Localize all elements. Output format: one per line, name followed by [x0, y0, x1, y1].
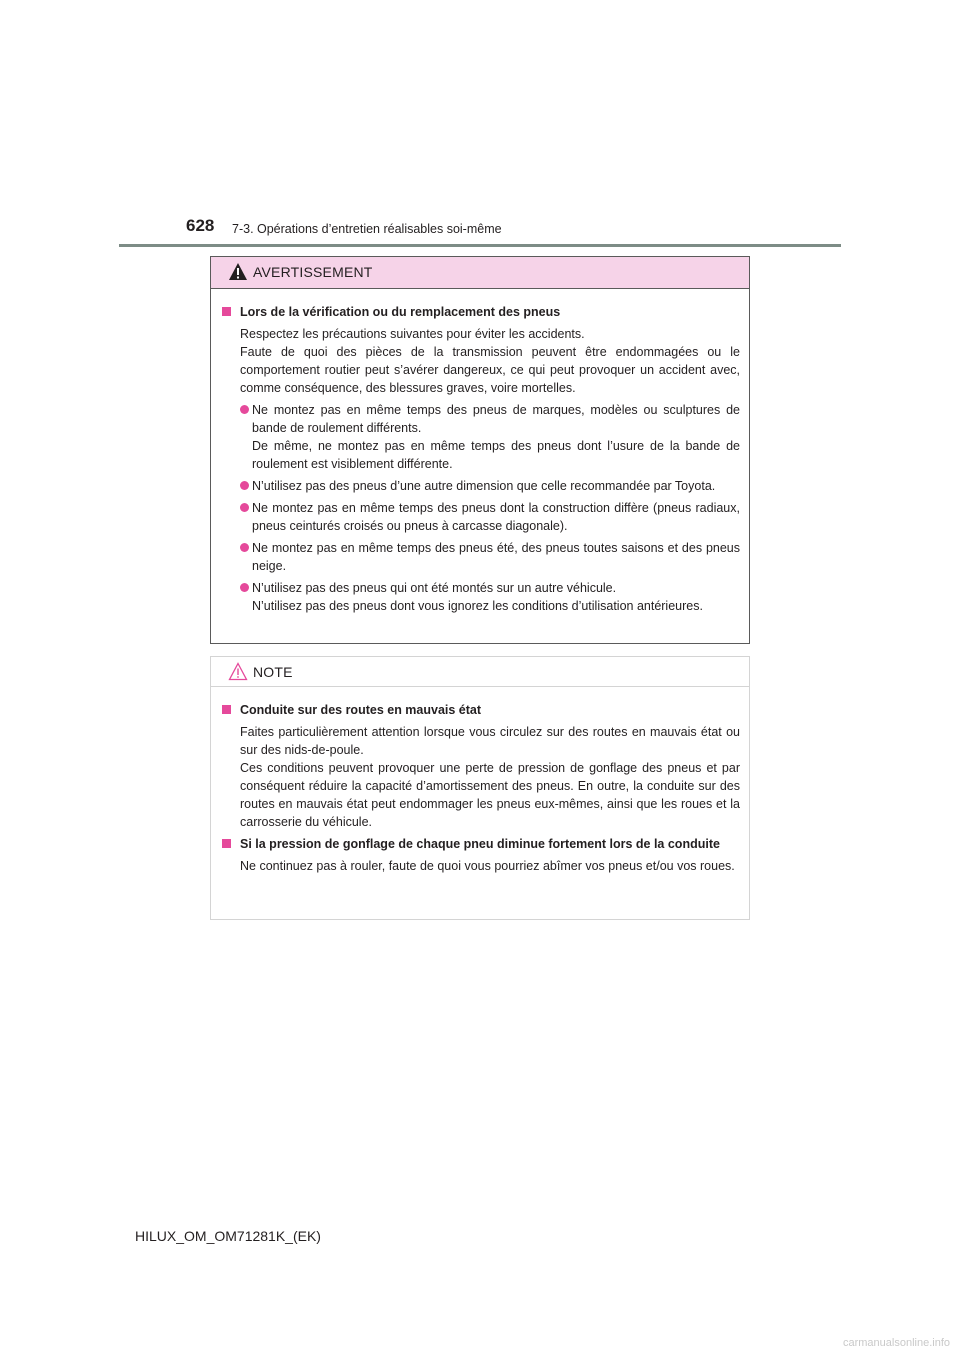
circle-bullet-icon: [240, 543, 249, 552]
square-bullet-icon: [222, 839, 231, 848]
warning-intro-line: Faute de quoi des pièces de la transmission peuvent être endommagées ou le comportement routier peut s’avérer dangereux, ce qui peut provoquer un accident avec, comme conséquence, des blessures graves, voire mortelles.: [240, 345, 740, 395]
warning-bullet-item: N’utilisez pas des pneus qui ont été montés sur un autre véhicule. N’utilisez pas des pneus dont vous ignorez les conditions d’utilisation antérieures.: [222, 579, 740, 615]
warning-bullet-item: N’utilisez pas des pneus d’une autre dimension que celle recommandée par Toyota.: [222, 477, 740, 495]
circle-bullet-icon: [240, 583, 249, 592]
warning-bullet-item: Ne montez pas en même temps des pneus de marques, modèles ou sculptures de bande de roulement différents. De même, ne montez pas en même temps des pneus dont l’usure de la bande de roulement est visiblement différente.: [222, 401, 740, 473]
warning-triangle-icon: [228, 262, 248, 281]
note-paragraph: [222, 857, 740, 875]
note-body: [211, 687, 749, 875]
warning-header: [211, 257, 749, 289]
note-paragraph-line: Ne continuez pas à rouler, faute de quoi vous pourriez abîmer vos pneus et/ou vos roues.: [240, 859, 735, 873]
watermark: carmanualsonline.info: [842, 1337, 950, 1349]
note-heading: Conduite sur des routes en mauvais état: [222, 701, 740, 719]
note-heading: Si la pression de gonflage de chaque pneu diminue fortement lors de la conduite: [222, 835, 740, 853]
note-title: NOTE: [253, 664, 293, 680]
warning-box: [210, 256, 750, 644]
note-header: [211, 657, 749, 687]
square-bullet-icon: [222, 705, 231, 714]
note-box: [210, 656, 750, 920]
note-paragraph-line: Faites particulièrement attention lorsque vous circulez sur des routes en mauvais état ou sur des nids-de-poule.: [240, 725, 740, 757]
warning-title: AVERTISSEMENT: [253, 264, 373, 280]
page-header: [0, 0, 960, 250]
warning-intro: [222, 325, 740, 397]
note-paragraph-line: Ces conditions peuvent provoquer une perte de pression de gonflage des pneus et par conséquent réduire la capacité d’amortissement des pneus. En outre, la conduite sur des routes en mauvais état peut endommager les pneus eux-mêmes, ainsi que les roues et la carrosserie du véhicule.: [240, 761, 740, 829]
circle-bullet-icon: [240, 503, 249, 512]
warning-bullet-item: Ne montez pas en même temps des pneus été, des pneus toutes saisons et des pneus neige.: [222, 539, 740, 575]
section-title: 7-3. Opérations d’entretien réalisables soi-même: [232, 222, 502, 236]
warning-intro-line: Respectez les précautions suivantes pour éviter les accidents.: [240, 327, 585, 341]
document-code: HILUX_OM_OM71281K_(EK): [135, 1228, 321, 1244]
warning-heading: Lors de la vérification ou du remplacement des pneus: [222, 303, 740, 321]
warning-bullet-item: Ne montez pas en même temps des pneus dont la construction diffère (pneus radiaux, pneus ceinturés croisés ou pneus à carcasse diagonale).: [222, 499, 740, 535]
header-divider: [119, 244, 841, 247]
square-bullet-icon: [222, 307, 231, 316]
note-paragraph: [222, 723, 740, 831]
circle-bullet-icon: [240, 481, 249, 490]
caution-triangle-outline-icon: [228, 662, 248, 681]
page-number: 628: [186, 216, 215, 235]
circle-bullet-icon: [240, 405, 249, 414]
warning-body: [211, 289, 749, 615]
